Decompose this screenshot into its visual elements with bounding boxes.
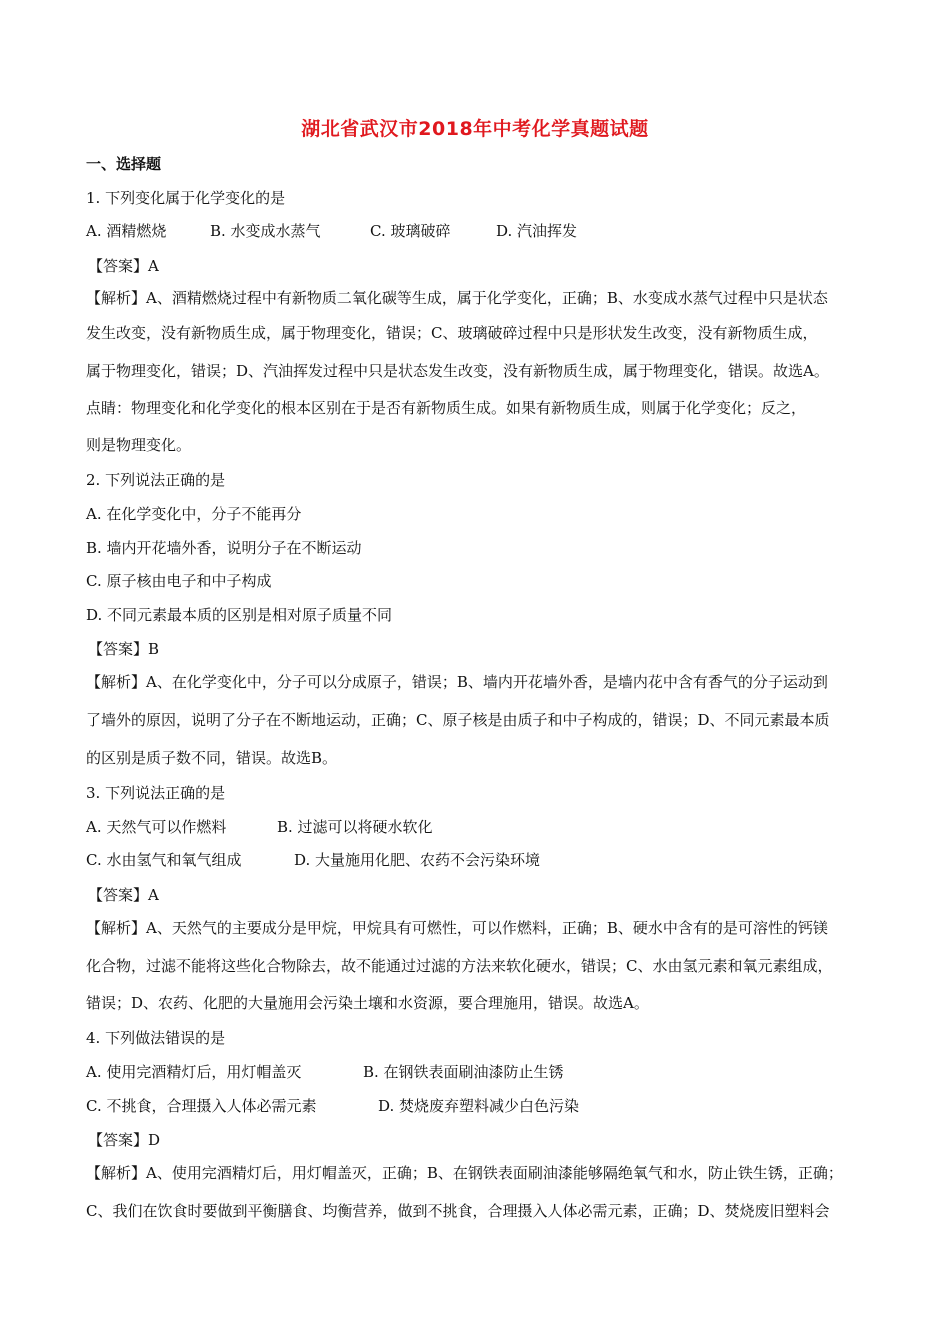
question-3-options-row-2 — [86, 850, 876, 870]
q3-option-d: D. 大量施用化肥、农药不会污染环境 — [294, 851, 541, 869]
question-4-options-row-2 — [86, 1096, 876, 1116]
question-4-stem: 4. 下列做法错误的是 — [86, 1029, 226, 1047]
question-2-answer: 【答案】B — [88, 640, 160, 658]
q1-option-d: D. 汽油挥发 — [496, 222, 578, 240]
q4-option-b: B. 在钢铁表面刷油漆防止生锈 — [363, 1063, 564, 1081]
question-3-stem: 3. 下列说法正确的是 — [86, 784, 226, 802]
q3-option-a: A. 天然气可以作燃料 — [86, 818, 227, 836]
q3-option-b: B. 过滤可以将硬水软化 — [277, 818, 433, 836]
question-2-stem: 2. 下列说法正确的是 — [86, 471, 226, 489]
q4-option-d: D. 焚烧废弃塑料减少白色污染 — [378, 1097, 580, 1115]
question-1-analysis-line: 则是物理变化。 — [86, 436, 192, 454]
q4-option-a: A. 使用完酒精灯后，用灯帽盖灭 — [86, 1063, 302, 1081]
section-heading: 一、选择题 — [86, 155, 162, 173]
question-4-options-row-1 — [86, 1062, 876, 1082]
question-1-analysis-line: 点睛：物理变化和化学变化的根本区别在于是否有新物质生成。如果有新物质生成，则属于化学变化；反之， — [86, 399, 807, 417]
q1-option-c: C. 玻璃破碎 — [370, 222, 451, 240]
question-3-answer: 【答案】A — [88, 886, 159, 904]
q3-option-c: C. 水由氢气和氧气组成 — [86, 851, 242, 869]
question-2-analysis-line: 了墙外的原因，说明了分子在不断地运动，正确；C、原子核是由质子和中子构成的，错误；D、不同元素最本质 — [86, 711, 830, 729]
question-2-analysis-line: 【解析】A、在化学变化中，分子可以分成原子，错误；B、墙内开花墙外香，是墙内花中含有香气的分子运动到 — [86, 673, 828, 691]
question-3-options-row-1 — [86, 817, 876, 837]
question-4-answer: 【答案】D — [88, 1131, 161, 1149]
question-3-analysis-line: 错误；D、农药、化肥的大量施用会污染土壤和水资源，要合理施用，错误。故选A。 — [86, 994, 649, 1012]
document-title: 湖北省武汉市2018年中考化学真题试题 — [301, 118, 649, 140]
question-2-analysis-line: 的区别是质子数不同，错误。故选B。 — [86, 749, 338, 767]
question-1-options — [86, 221, 876, 241]
question-3-analysis-line: 化合物，过滤不能将这些化合物除去，故不能通过过滤的方法来软化硬水，错误；C、水由氢元素和氧元素组成， — [86, 957, 833, 975]
q2-option-d: D. 不同元素最本质的区别是相对原子质量不同 — [86, 606, 393, 624]
question-4-analysis-line: C、我们在饮食时要做到平衡膳食、均衡营养，做到不挑食，合理摄入人体必需元素，正确；D、焚烧废旧塑料会 — [86, 1202, 830, 1220]
question-1-analysis-line: 【解析】A、酒精燃烧过程中有新物质二氧化碳等生成，属于化学变化，正确；B、水变成水蒸气过程中只是状态 — [86, 289, 828, 307]
q2-option-b: B. 墙内开花墙外香，说明分子在不断运动 — [86, 539, 362, 557]
q2-option-a: A. 在化学变化中，分子不能再分 — [86, 505, 302, 523]
question-4-analysis-line: 【解析】A、使用完酒精灯后，用灯帽盖灭，正确；B、在钢铁表面刷油漆能够隔绝氧气和水，防止铁生锈，正确； — [86, 1164, 843, 1182]
question-1-analysis-line: 属于物理变化，错误；D、汽油挥发过程中只是状态发生改变，没有新物质生成，属于物理变化，错误。故选A。 — [86, 362, 829, 380]
question-3-analysis-line: 【解析】A、天然气的主要成分是甲烷，甲烷具有可燃性，可以作燃料，正确；B、硬水中含有的是可溶性的钙镁 — [86, 919, 828, 937]
question-1-answer: 【答案】A — [88, 257, 159, 275]
q4-option-c: C. 不挑食，合理摄入人体必需元素 — [86, 1097, 317, 1115]
question-1-analysis-line: 发生改变，没有新物质生成，属于物理变化，错误；C、玻璃破碎过程中只是形状发生改变，没有新物质生成， — [86, 324, 818, 342]
q1-option-b: B. 水变成水蒸气 — [210, 222, 321, 240]
q2-option-c: C. 原子核由电子和中子构成 — [86, 572, 272, 590]
question-1-stem: 1. 下列变化属于化学变化的是 — [86, 189, 286, 207]
q1-option-a: A. 酒精燃烧 — [86, 222, 167, 240]
